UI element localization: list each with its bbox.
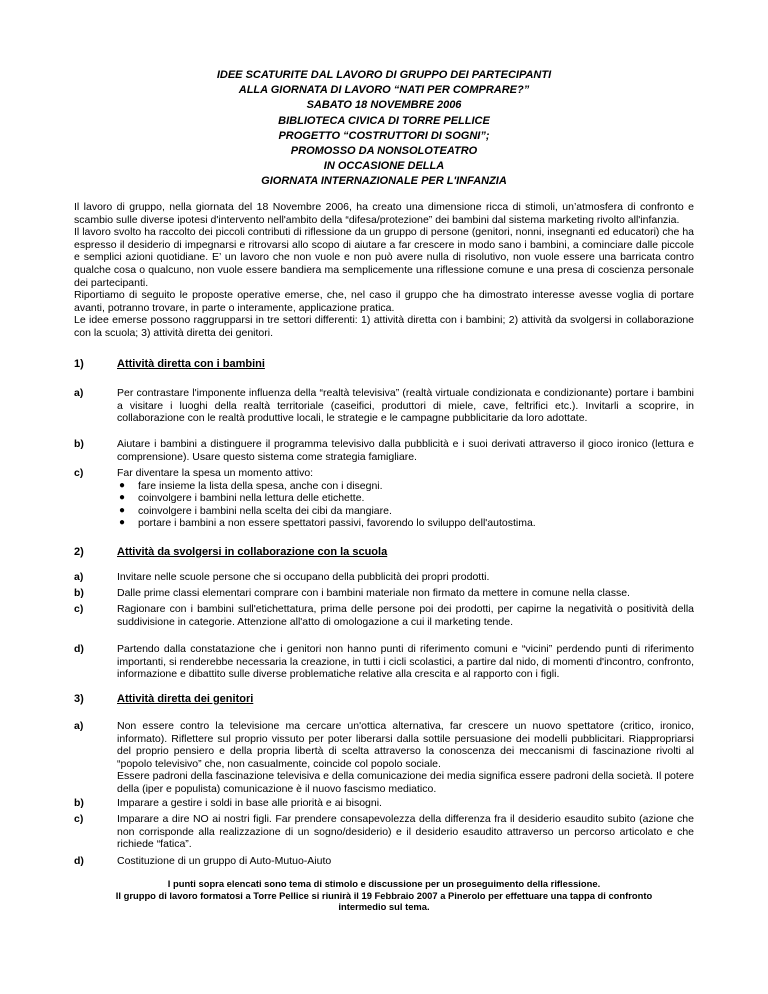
footer-line: Il gruppo di lavoro formatosi a Torre Pellice si riunirà il 19 Febbraio 2007 a Pinerolo per effettuare una tappa di confronto — [115, 889, 653, 901]
bullet-text: fare insieme la lista della spesa, anche con i disegni. — [138, 479, 383, 492]
item-label: c) — [74, 467, 84, 479]
bullet-icon: ● — [119, 479, 126, 491]
item-paragraph: Dalle prime classi elementari comprare con i bambini materiale non firmato da mettere in comune nella classe. — [117, 587, 630, 599]
item-label: d) — [74, 643, 84, 655]
title-line: SABATO 18 NOVEMBRE 2006 — [306, 99, 462, 112]
item-paragraph: Non essere contro la televisione ma cercare un'ottica alternativa, far crescere un nuovo spettatore (critico, ironico, informato). Riflettere sul proprio vissuto per poter liberarsi dalla sottile persuasione dei modelli pubblicitari. Riappropriarsi del proprio pensiero e della propria libertà di scelta attraverso la conoscenza dei meccanismi di fascinazione rivolti al “popolo televisivo” che, non casualmente, coincide col popolo sociale. — [117, 720, 694, 770]
document-title — [0, 68, 768, 190]
item-text — [117, 438, 694, 463]
title-line: PROMOSSO DA NONSOLOTEATRO — [290, 145, 478, 158]
footer-note — [0, 878, 768, 913]
title-line: IDEE SCATURITE DAL LAVORO DI GRUPPO DEI PARTECIPANTI — [216, 69, 552, 81]
item-text — [117, 855, 694, 868]
item-label: d) — [74, 855, 84, 867]
section-title: Attività diretta con i bambini — [117, 358, 265, 370]
item-label: a) — [74, 387, 84, 399]
item-label: b) — [74, 797, 84, 809]
item-text — [117, 643, 694, 681]
bullet-item — [117, 517, 694, 530]
title-line: IN OCCASIONE DELLA — [323, 160, 445, 173]
item-paragraph: Aiutare i bambini a distinguere il programma televisivo dalla pubblicità e i suoi derivati attraverso il gioco ironico (lettura e comprensione). Usare questo sistema come strategia famigliare. — [117, 438, 694, 463]
item-paragraph: Partendo dalla constatazione che i genitori non hanno punti di riferimento comuni e “vicini” perdendo punti di riferimento importanti, si renderebbe necessaria la creazione, in tutti i cicli scolastici, a partire dal nido, di momenti d'incontro, confronto, informazione e dibattito sulle diverse problematiche relative alla crescita e al rapporto con i figli. — [117, 643, 694, 681]
item-paragraph: Imparare a dire NO ai nostri figli. Far prendere consapevolezza della differenza fra il desiderio esaudito subito (azione che non corrisponde alla realizzazione di un sogno/desiderio) e il desiderio esaudito attraverso un percorso articolato e che richiede “fatica”. — [117, 813, 694, 851]
item-paragraph: Per contrastare l'imponente influenza della “realtà televisiva” (realtà virtuale condizionata e condizionante) portare i bambini a visitare i luoghi della realtà territoriale (caseifici, produttori di miele, cave, feltrifici etc.). Invitarli a scoprire, in collaborazione con le realtà produttive locali, le strategie e le campagne pubblicitarie da loro adottate. — [117, 387, 694, 425]
item-text — [117, 603, 694, 628]
item-label: a) — [74, 571, 84, 583]
bullet-icon: ● — [119, 492, 126, 504]
bullet-text: portare i bambini a non essere spettatori passivi, favorendo lo sviluppo dell'autostima. — [138, 517, 536, 530]
footer-line: intermedio sul tema. — [338, 901, 430, 913]
item-paragraph: Imparare a gestire i soldi in base alle priorità e ai bisogni. — [117, 797, 382, 809]
item-paragraph: Invitare nelle scuole persone che si occupano della pubblicità dei propri prodotti. — [117, 571, 490, 583]
intro-paragraph: Il lavoro svolto ha raccolto dei piccoli contributi di riflessione da un gruppo di persone (genitori, nonni, insegnanti ed educatori) che ha espresso il desiderio di impegnarsi e ritrovarsi allo scopo di aiutare a far crescere in modo sano i bambini, a cominciare dalle piccole e semplici azioni quotidiane. E’ un lavoro che non vuole e non può avere nulla di risolutivo, non vuole essere una barricata contro qualche cosa o qualcuno, non vuole essere bandiera ma semplicemente una riflessione comune e una presa di coscienza personale dei partecipanti. — [74, 226, 694, 289]
bullet-icon: ● — [119, 504, 126, 516]
bullet-item — [117, 492, 694, 505]
title-line: GIORNATA INTERNAZIONALE PER L'INFANZIA — [261, 175, 507, 188]
title-line: BIBLIOTECA CIVICA DI TORRE PELLICE — [278, 114, 490, 127]
item-label: c) — [74, 603, 84, 615]
title-line: ALLA GIORNATA DI LAVORO “NATI PER COMPRARE?” — [238, 84, 530, 97]
bullet-text: coinvolgere i bambini nella scelta dei cibi da mangiare. — [138, 504, 392, 517]
bullet-icon: ● — [119, 517, 126, 529]
item-label: b) — [74, 587, 84, 599]
bullet-item — [117, 480, 694, 493]
item-text — [117, 720, 694, 796]
item-label: c) — [74, 813, 84, 825]
item-text — [117, 797, 694, 810]
intro-paragraph: Riportiamo di seguito le proposte operative emerse, che, nel caso il gruppo che ha dimostrato interesse avesse voglia di portare avanti, potranno trovare, in parte o interamente, applicazione pratica. — [74, 289, 694, 314]
bullet-list — [117, 480, 694, 530]
section-title: Attività da svolgersi in collaborazione con la scuola — [117, 546, 388, 558]
item-paragraph: Far diventare la spesa un momento attivo: — [117, 467, 314, 479]
title-line: PROGETTO “COSTRUTTORI DI SOGNI”; — [278, 129, 490, 142]
intro-text — [74, 201, 694, 340]
item-text — [117, 571, 694, 584]
item-text — [117, 587, 694, 600]
section-number: 3) — [74, 693, 84, 705]
item-text — [117, 387, 694, 425]
item-paragraph: Costituzione di un gruppo di Auto-Mutuo-Aiuto — [117, 855, 332, 867]
item-text — [117, 813, 694, 851]
item-paragraph: Ragionare con i bambini sull'etichettatura, prima delle persone poi dei prodotti, per capirne la negatività o positività della suddivisione in categorie. Attenzione all'atto di omologazione a cui il marketing tende. — [117, 603, 694, 628]
section-title: Attività diretta dei genitori — [117, 693, 254, 705]
item-text — [117, 467, 694, 530]
intro-paragraph: Le idee emerse possono raggrupparsi in tre settori differenti: 1) attività diretta con i bambini; 2) attività da svolgersi in collaborazione con la scuola; 3) attività diretta dei genitori. — [74, 314, 694, 339]
intro-paragraph: Il lavoro di gruppo, nella giornata del 18 Novembre 2006, ha creato una dimensione ricca di stimoli, un’atmosfera di confronto e scambio sulle diverse ipotesi d'intervento nell'ambito della “difesa/protezione” dei bambini dal sistema marketing rivolto all'infanzia. — [74, 201, 694, 226]
item-label: a) — [74, 720, 84, 732]
bullet-item — [117, 505, 694, 518]
item-paragraph: Essere padroni della fascinazione televisiva e della comunicazione dei media significa essere padroni della società. Il potere della (iper e populista) comunicazione è il nuovo fascismo mediatico. — [117, 770, 694, 795]
section-number: 1) — [74, 358, 84, 370]
section-number: 2) — [74, 546, 84, 558]
item-label: b) — [74, 438, 84, 450]
bullet-text: coinvolgere i bambini nella lettura delle etichette. — [138, 492, 365, 505]
footer-line: I punti sopra elencati sono tema di stimolo e discussione per un proseguimento della riflessione. — [167, 878, 601, 889]
